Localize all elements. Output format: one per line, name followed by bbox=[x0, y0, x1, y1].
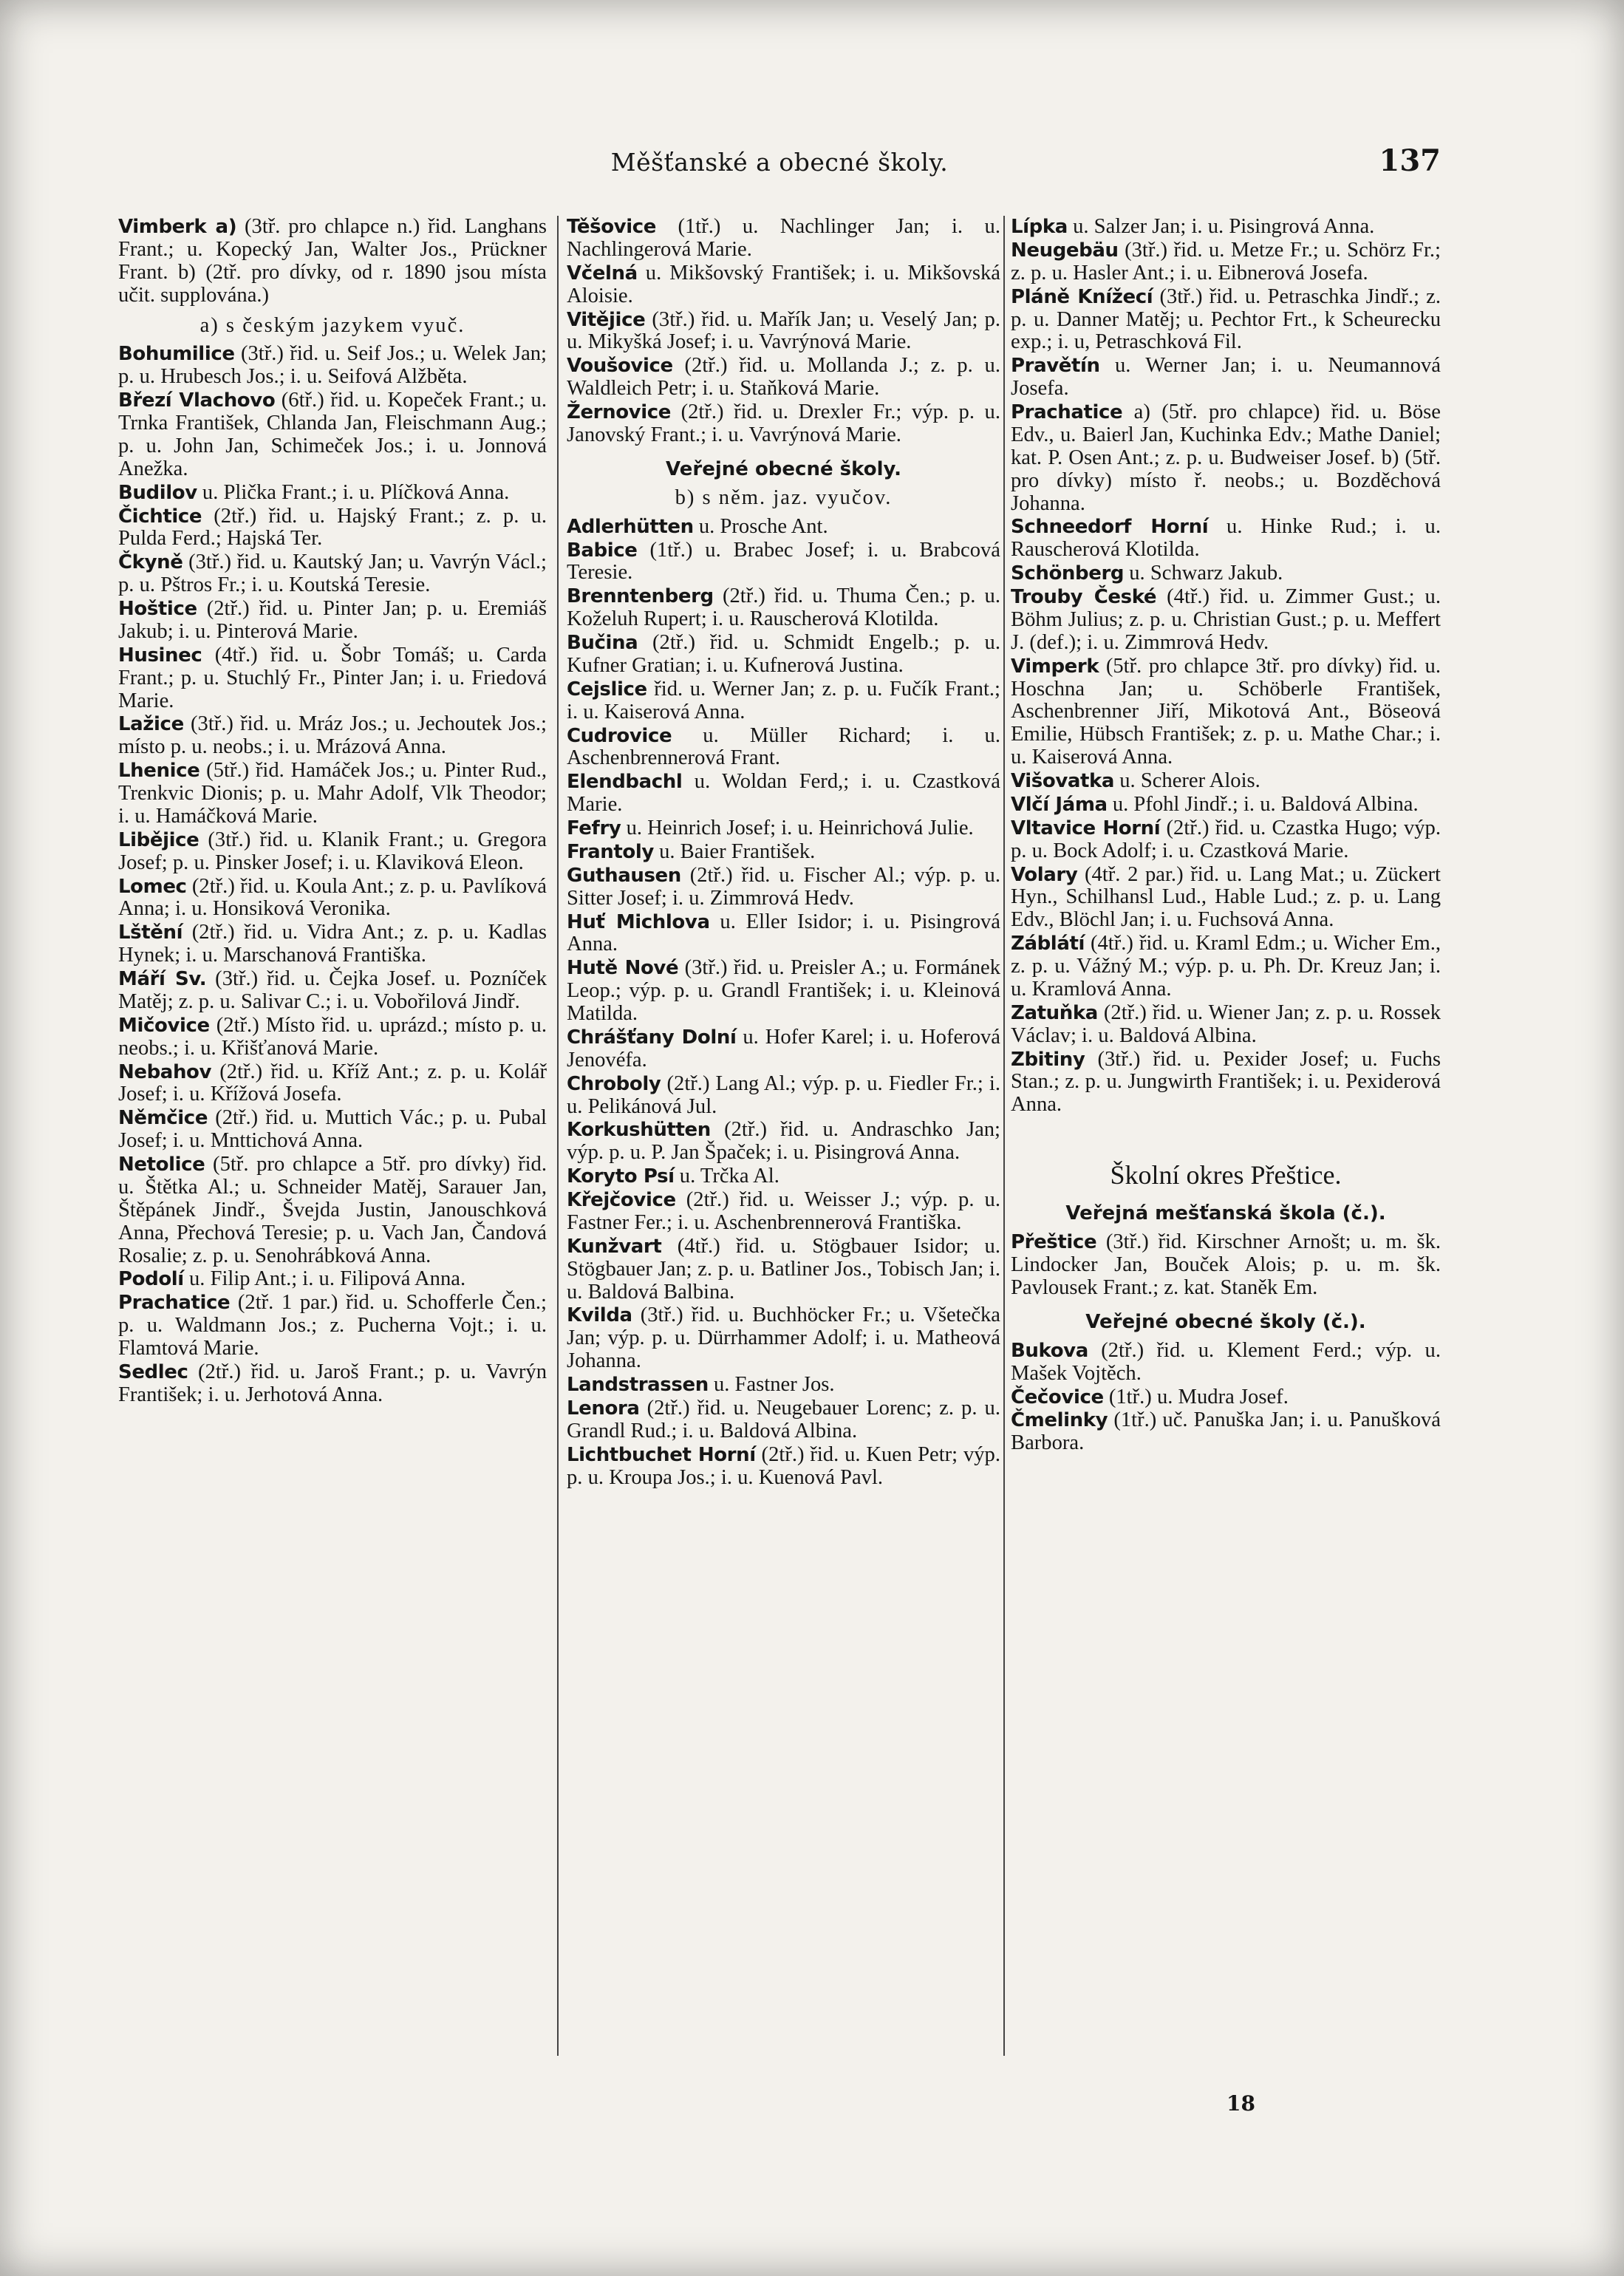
school-place-name: Brenntenberg bbox=[567, 585, 714, 608]
school-place-name: Volary bbox=[1011, 863, 1078, 886]
school-entry bbox=[567, 309, 1000, 355]
school-entry bbox=[567, 817, 1000, 840]
school-place-name: Koryto Psí bbox=[567, 1165, 675, 1188]
school-staff-text: u. Fastner Jos. bbox=[708, 1373, 835, 1397]
school-entry bbox=[118, 1015, 547, 1060]
school-place-name: Křejčovice bbox=[567, 1189, 676, 1212]
school-entry bbox=[567, 516, 1000, 539]
text-column-2 bbox=[567, 216, 1000, 1490]
school-place-name: Korkushütten bbox=[567, 1119, 711, 1142]
school-place-name: Sedlec bbox=[118, 1360, 188, 1383]
school-staff-text: (2tř.) řid. u. Wiener Jan; z. p. u. Rossek Václav; i. u. Baldová Albina. bbox=[1011, 1001, 1441, 1047]
school-entry bbox=[567, 1189, 1000, 1235]
school-entry bbox=[1011, 1231, 1441, 1300]
school-place-name: Voušovice bbox=[567, 355, 673, 378]
school-place-name: Hoštice bbox=[118, 598, 197, 620]
school-place-name: Nebahov bbox=[118, 1060, 212, 1083]
school-staff-text: (3tř.) řid. u. Metze Fr.; u. Schörz Fr.; z. p. u. Hasler Ant.; i. u. Eibnerová Josefa. bbox=[1011, 238, 1441, 284]
school-staff-text: u. Werner Jan; i. u. Neumannová Josefa. bbox=[1011, 354, 1441, 401]
school-entry bbox=[1011, 1409, 1441, 1455]
school-staff-text: (2tř.) Místo řid. u. uprázd.; místo p. u. neobs.; i. u. Křišťanová Marie. bbox=[118, 1013, 547, 1060]
school-staff-text: (3tř.) řid. u. Mařík Jan; u. Veselý Jan; p. u. Mikyšká Josef; i. u. Vavrýnová Marie. bbox=[567, 307, 1000, 354]
school-staff-text: (2tř.) řid. u. Kříž Ant.; z. p. u. Kolář Josef; i. u. Křížová Josefa. bbox=[118, 1060, 547, 1106]
school-staff-text: (2tř.) řid. u. Jaroš Frant.; p. u. Vavrýn František; i. u. Jerhotová Anna. bbox=[118, 1360, 547, 1406]
school-place-name: Neugebäu bbox=[1011, 239, 1119, 262]
school-entry bbox=[567, 957, 1000, 1026]
school-place-name: Lhenice bbox=[118, 760, 200, 783]
page-number: 137 bbox=[1379, 143, 1441, 178]
school-place-name: Čečovice bbox=[1011, 1386, 1104, 1408]
school-staff-text: (1tř.) u. Nachlinger Jan; i. u. Nachlingerová Marie. bbox=[567, 215, 1000, 261]
school-entry bbox=[1011, 286, 1441, 355]
school-entry bbox=[118, 644, 547, 713]
school-place-name: Záblátí bbox=[1011, 933, 1085, 955]
school-place-name: Vimperk bbox=[1011, 655, 1099, 678]
school-staff-text: (2tř.) řid. u. Thuma Čen.; p. u. Koželuh Rupert; i. u. Rauscherová Klotilda. bbox=[567, 585, 1000, 631]
school-place-name: Netolice bbox=[118, 1154, 205, 1176]
school-entry bbox=[118, 968, 547, 1014]
school-place-name: Prachatice bbox=[1011, 401, 1123, 423]
school-place-name: Hutě Nové bbox=[567, 957, 679, 980]
school-staff-text: (2tř.) řid. u. Drexler Fr.; výp. p. u. Janovský Frant.; i. u. Vavrýnová Marie. bbox=[567, 401, 1000, 446]
school-staff-text: u. Schwarz Jakub. bbox=[1124, 562, 1283, 585]
school-entry bbox=[118, 713, 547, 759]
section-heading: Veřejná mešťanská škola (č.). bbox=[1065, 1202, 1386, 1224]
school-entry bbox=[567, 865, 1000, 910]
school-place-name: Máří Sv. bbox=[118, 968, 207, 990]
school-place-name: Žernovice bbox=[567, 401, 671, 423]
school-staff-text: (2tř.) řid. u. Hajský Frant.; z. p. u. Pulda Ferd.; Hajská Ter. bbox=[118, 504, 547, 551]
school-place-name: Chrášťany Dolní bbox=[567, 1026, 737, 1049]
school-place-name: Vimberk a) bbox=[118, 216, 237, 238]
school-entry bbox=[567, 1236, 1000, 1304]
school-entry bbox=[1011, 401, 1441, 515]
school-place-name: Lenora bbox=[567, 1397, 640, 1420]
school-staff-text: u. Hofer Karel; i. u. Hoferová Jenovéfa. bbox=[567, 1025, 1001, 1071]
school-staff-text: (2tř.) řid. u. Schmidt Engelb.; p. u. Kufner Gratian; i. u. Kufnerová Justina. bbox=[567, 631, 1000, 677]
school-entry bbox=[567, 539, 1000, 585]
school-staff-text: u. Plička Frant.; i. u. Plíčková Anna. bbox=[197, 480, 510, 504]
section-subheading: b) s něm. jaz. vyučov. bbox=[675, 485, 893, 509]
school-entry bbox=[567, 216, 1000, 262]
school-place-name: Pravětín bbox=[1011, 355, 1100, 378]
school-staff-text: (2tř.) řid. u. Kuen Petr; výp. p. u. Kroupa Jos.; i. u. Kuenová Pavl. bbox=[567, 1442, 1000, 1489]
school-place-name: Schönberg bbox=[1011, 562, 1125, 585]
school-staff-text: (3tř.) řid. u. Kautský Jan; u. Vavrýn Václ.; p. u. Pštros Fr.; i. u. Koutská Teresie. bbox=[118, 551, 547, 597]
school-staff-text: (4tř.) řid. u. Kraml Edm.; u. Wicher Em., z. p. u. Vážný M.; výp. p. u. Ph. Dr. Kreuz Jan; i. u. Kramlová Anna. bbox=[1011, 932, 1441, 1001]
school-entry bbox=[1011, 1386, 1441, 1409]
school-staff-text: (1tř.) u. Mudra Josef. bbox=[1103, 1385, 1289, 1408]
school-entry bbox=[118, 876, 547, 921]
school-place-name: Pláně Knížecí bbox=[1011, 285, 1153, 308]
school-place-name: Bukova bbox=[1011, 1339, 1088, 1362]
section-heading: Veřejné obecné školy. bbox=[666, 457, 901, 480]
school-staff-text: (2tř.) řid. u. Mollanda J.; z. p. u. Waldleich Petr; i. u. Staňková Marie. bbox=[567, 354, 1000, 401]
column-divider bbox=[557, 216, 559, 2056]
school-place-name: Prachatice bbox=[118, 1292, 231, 1315]
school-entry bbox=[118, 598, 547, 644]
school-entry bbox=[567, 1397, 1000, 1443]
school-entry bbox=[118, 1361, 547, 1407]
school-entry bbox=[118, 343, 547, 389]
school-place-name: Přeštice bbox=[1011, 1231, 1097, 1254]
school-entry bbox=[567, 632, 1000, 678]
school-staff-text: (6tř.) řid. u. Kopeček Frant.; u. Trnka František, Chlanda Jan, Fleischmann Aug.; p. u. John Jan, Schimeček Jos.; i. u. Jonnová Anežka. bbox=[118, 389, 547, 480]
text-column-1 bbox=[118, 216, 547, 1408]
school-entry bbox=[1011, 516, 1441, 562]
school-place-name: Bučina bbox=[567, 632, 638, 655]
school-staff-text: (2tř.) řid. u. Andraschko Jan; výp. p. u. P. Jan Špaček; i. u. Pisingrová Anna. bbox=[567, 1118, 1000, 1165]
school-entry bbox=[1011, 770, 1441, 793]
school-staff-text: (3tř.) řid. Kirschner Arnošt; u. m. šk. Lindocker Jan, Bouček Alois; p. u. m. šk. Pavlousek Frant.; z. kat. Staněk Em. bbox=[1011, 1230, 1441, 1299]
school-place-name: Podolí bbox=[118, 1268, 184, 1291]
school-staff-text: (3tř.) řid. u. Buchhöcker Fr.; u. Všetečka Jan; výp. p. u. Dürrhammer Adolf; i. u. Matheová Johanna. bbox=[567, 1304, 1000, 1373]
school-entry bbox=[567, 1304, 1000, 1373]
school-place-name: Vitějice bbox=[567, 308, 646, 331]
school-staff-text: (1tř.) u. Brabec Josef; i. u. Brabcová Teresie. bbox=[567, 538, 1000, 585]
school-place-name: Fefry bbox=[567, 817, 621, 840]
school-entry bbox=[567, 1026, 1000, 1072]
school-staff-text: u. Scherer Alois. bbox=[1114, 769, 1260, 792]
school-place-name: Zbitiny bbox=[1011, 1048, 1085, 1071]
school-entry bbox=[1011, 1049, 1441, 1117]
school-staff-text: (2tř.) řid. u. Vidra Ant.; z. p. u. Kadlas Hynek; i. u. Marschanová Františka. bbox=[118, 921, 547, 967]
school-staff-text: (3tř.) řid. u. Petraschka Jindř.; z. p. u. Danner Matěj; u. Pechtor Frt., k Scheurecku exp.; i. u, Petraschková Fil. bbox=[1011, 284, 1441, 354]
school-staff-text: u. Woldan Ferd,; i. u. Czastková Marie. bbox=[567, 770, 1000, 817]
school-place-name: Adlerhütten bbox=[567, 515, 694, 538]
school-staff-text: (5tř.) řid. Hamáček Jos.; u. Pinter Rud., Trenkvic Dionis; p. u. Mahr Adolf, Vlk Theodor; i. u. Hamáčková Marie. bbox=[118, 759, 547, 828]
school-staff-text: (3tř.) řid. u. Seif Jos.; u. Welek Jan; p. u. Hrubesch Jos.; i. u. Seifová Alžběta. bbox=[118, 342, 547, 389]
school-entry bbox=[118, 921, 547, 967]
school-staff-text: (3tř. pro chlapce n.) řid. Langhans Frant.; u. Kopecký Jan, Walter Jos., Prückner Frant. b) (2tř. pro dívky, od r. 1890 jsou místa učit. supplována.) bbox=[118, 215, 547, 307]
school-entry bbox=[118, 1107, 547, 1153]
school-staff-text: (3tř.) řid. u. Pexider Josef; u. Fuchs Stan.; z. p. u. Jungwirth František; i. u. Pexiderová Anna. bbox=[1011, 1047, 1441, 1117]
school-entry bbox=[567, 725, 1000, 771]
school-staff-text: (4tř.) řid. u. Stögbauer Isidor; u. Stögbauer Jan; z. p. u. Batliner Jos., Tobisch Jan; i. u. Baldová Balbina. bbox=[567, 1234, 1000, 1304]
page-header bbox=[118, 143, 1441, 192]
school-place-name: Čichtice bbox=[118, 505, 202, 528]
school-staff-text: (2tř.) řid. u. Weisser J.; výp. p. u. Fastner Fer.; i. u. Aschenbrennerová Františka. bbox=[567, 1188, 1000, 1234]
school-entry bbox=[118, 1061, 547, 1107]
school-staff-text: (3tř.) řid. u. Preisler A.; u. Formánek Leop.; výp. p. u. Grandl František; i. u. Kleinová Matilda. bbox=[567, 956, 1000, 1026]
school-staff-text: řid. u. Werner Jan; z. p. u. Fučík Frant.; i. u. Kaiserová Anna. bbox=[567, 677, 1000, 723]
school-staff-text: (5tř. pro chlapce 3tř. pro dívky) řid. u. Hoschna Jan; u. Schöberle František, Aschenbrenner Jiří, Mikotová Ant., Böseová Emilie, Hübsch František; z. p. u. Mathe Char.; i. u. Kaiserová Anna. bbox=[1011, 654, 1441, 769]
school-place-name: Zatuňka bbox=[1011, 1001, 1098, 1024]
school-entry bbox=[118, 551, 547, 597]
school-entry bbox=[567, 1444, 1000, 1490]
school-staff-text: (4tř. 2 par.) řid. u. Lang Mat.; u. Zückert Hyn., Schilhansl Lud., Hable Lud.; z. p. u. Lang Edv., Blöchl Jan; i. u. Fuchsová Anna. bbox=[1011, 862, 1441, 932]
school-entry bbox=[118, 389, 547, 481]
school-place-name: Guthausen bbox=[567, 864, 681, 887]
school-place-name: Schneedorf Horní bbox=[1011, 516, 1209, 539]
school-entry bbox=[1011, 216, 1441, 239]
school-place-name: Březí Vlachovo bbox=[118, 389, 276, 412]
school-place-name: Husinec bbox=[118, 644, 202, 667]
school-staff-text: (2tř.) řid. u. Muttich Vác.; p. u. Pubal Josef; i. u. Mnttichová Anna. bbox=[118, 1106, 547, 1153]
school-staff-text: (2tř.) řid. u. Klement Ferd.; výp. u. Mašek Vojtěch. bbox=[1011, 1338, 1441, 1385]
school-entry bbox=[567, 401, 1000, 447]
school-entry bbox=[118, 216, 547, 307]
school-staff-text: (2tř.) řid. u. Pinter Jan; p. u. Eremiáš Jakub; i. u. Pinterová Marie. bbox=[118, 597, 547, 643]
school-entry bbox=[567, 1119, 1000, 1165]
school-staff-text: (4tř.) řid. u. Šobr Tomáš; u. Carda Frant.; p. u. Stuchlý Fr., Pinter Jan; i. u. Friedová Marie. bbox=[118, 643, 547, 712]
school-entry bbox=[1011, 1340, 1441, 1386]
school-staff-text: (2tř.) Lang Al.; výp. p. u. Fiedler Fr.; i. u. Pelikánová Jul. bbox=[567, 1071, 1000, 1118]
section-subheading: a) s českým jazykem vyuč. bbox=[199, 313, 465, 337]
school-place-name: Cudrovice bbox=[567, 724, 672, 747]
school-place-name: Babice bbox=[567, 539, 638, 562]
text-column-3 bbox=[1011, 216, 1441, 1456]
school-entry bbox=[118, 829, 547, 875]
school-staff-text: (2tř.) řid. u. Neugebauer Lorenc; z. p. u. Grandl Rud.; i. u. Baldová Albina. bbox=[567, 1396, 1000, 1442]
school-place-name: Těšovice bbox=[567, 216, 656, 238]
school-entry bbox=[567, 355, 1000, 401]
section-heading: Veřejné obecné školy (č.). bbox=[1085, 1310, 1366, 1333]
school-staff-text: u. Heinrich Josef; i. u. Heinrichová Julie. bbox=[621, 817, 974, 840]
school-staff-text: (2tř.) řid. u. Czastka Hugo; výp. p. u. Bock Adolf; i. u. Czastková Marie. bbox=[1011, 816, 1441, 862]
school-staff-text: u. Hinke Rud.; i. u. Rauscherová Klotilda. bbox=[1011, 515, 1441, 562]
school-place-name: Včelná bbox=[567, 262, 638, 284]
school-entry bbox=[1011, 239, 1441, 285]
school-staff-text: u. Mikšovský František; i. u. Mikšovská Aloisie. bbox=[567, 261, 1000, 307]
school-entry bbox=[118, 505, 547, 551]
school-place-name: Elendbachl bbox=[567, 771, 683, 794]
school-staff-text: (5tř. pro chlapce a 5tř. pro dívky) řid. u. Štětka Al.; u. Schneider Matěj, Sarauer Jan, Štěpánek Jindř., Švejda Justin, Janouschková Anna, Přechová Teresie; p. u. Vach Jan, Čandová Rosalie; z. p. u. Senohrábková Anna. bbox=[118, 1153, 547, 1267]
school-entry bbox=[1011, 817, 1441, 863]
school-place-name: Němčice bbox=[118, 1107, 208, 1130]
school-staff-text: u. Prosche Ant. bbox=[693, 514, 828, 538]
school-staff-text: u. Müller Richard; i. u. Aschenbrennerová Frant. bbox=[567, 723, 1000, 770]
school-place-name: Lštění bbox=[118, 921, 183, 944]
school-staff-text: a) (5tř. pro chlapce) řid. u. Böse Edv., u. Baierl Jan, Kuchinka Edv.; Mathe Daniel; kat. P. Osen Ant.; z. p. u. Budweiser Josef. b) (5tř. pro dívky) místo ř. neobs.; u. Bozděchová Johanna. bbox=[1011, 401, 1441, 515]
school-entry bbox=[1011, 1002, 1441, 1048]
district-title: Školní okres Přeštice. bbox=[1110, 1160, 1342, 1190]
school-staff-text: u. Trčka Al. bbox=[674, 1165, 779, 1188]
school-place-name: Budilov bbox=[118, 481, 197, 504]
school-place-name: Višovatka bbox=[1011, 770, 1115, 792]
school-entry bbox=[567, 771, 1000, 817]
school-place-name: Lažice bbox=[118, 713, 184, 736]
school-place-name: Mičovice bbox=[118, 1014, 210, 1037]
school-staff-text: (2tř. 1 par.) řid. u. Schofferle Čen.; p. u. Waldmann Jos.; z. Pucherna Vojt.; i. u. Flamtová Marie. bbox=[118, 1291, 547, 1360]
school-staff-text: (1tř.) uč. Panuška Jan; i. u. Panušková Barbora. bbox=[1011, 1408, 1441, 1455]
school-entry bbox=[567, 678, 1000, 724]
school-entry bbox=[1011, 355, 1441, 401]
school-place-name: Kunžvart bbox=[567, 1235, 662, 1258]
school-place-name: Čmelinky bbox=[1011, 1409, 1108, 1432]
school-entry bbox=[1011, 794, 1441, 817]
school-entry bbox=[1011, 562, 1441, 585]
school-entry bbox=[1011, 864, 1441, 933]
page-title: Měšťanské a obecné školy. bbox=[610, 148, 949, 177]
school-entry bbox=[118, 482, 547, 505]
school-place-name: Vlčí Jáma bbox=[1011, 793, 1108, 816]
school-entry bbox=[567, 1073, 1000, 1119]
school-staff-text: u. Baier František. bbox=[653, 839, 816, 863]
school-staff-text: u. Filip Ant.; i. u. Filipová Anna. bbox=[183, 1267, 466, 1291]
school-staff-text: (3tř.) řid. u. Mráz Jos.; u. Jechoutek Jos.; místo p. u. neobs.; i. u. Mrázová Anna. bbox=[118, 712, 547, 759]
school-entry bbox=[118, 1154, 547, 1267]
school-entry bbox=[118, 1292, 547, 1360]
school-entry bbox=[1011, 655, 1441, 769]
school-entry bbox=[1011, 933, 1441, 1001]
column-divider bbox=[1003, 216, 1005, 2056]
school-staff-text: (3tř.) řid. u. Čejka Josef. u. Pozníček Matěj; z. p. u. Salivar C.; i. u. Vobořilová Jindř. bbox=[118, 967, 547, 1013]
school-entry bbox=[118, 1268, 547, 1291]
school-place-name: Čkyně bbox=[118, 551, 183, 574]
school-staff-text: (3tř.) řid. u. Klanik Frant.; u. Gregora Josef; p. u. Pinsker Josef; i. u. Klaviková Eleon. bbox=[118, 828, 547, 874]
school-place-name: Trouby České bbox=[1011, 586, 1157, 608]
school-entry bbox=[567, 585, 1000, 631]
school-place-name: Libějice bbox=[118, 828, 199, 851]
school-staff-text: u. Pfohl Jindř.; i. u. Baldová Albina. bbox=[1107, 792, 1419, 816]
school-place-name: Lípka bbox=[1011, 216, 1068, 238]
school-staff-text: (2tř.) řid. u. Koula Ant.; z. p. u. Pavlíková Anna; i. u. Honsiková Veronika. bbox=[118, 874, 547, 921]
school-place-name: Cejslice bbox=[567, 678, 647, 701]
school-entry bbox=[1011, 586, 1441, 655]
school-entry bbox=[567, 841, 1000, 864]
school-staff-text: (4tř.) řid. u. Zimmer Gust.; u. Böhm Julius; z. p. u. Christian Gust.; p. u. Meffert J. (def.); i. u. Zimmrová Hedv. bbox=[1011, 585, 1441, 654]
school-entry bbox=[567, 911, 1000, 957]
school-place-name: Lichtbuchet Horní bbox=[567, 1443, 756, 1466]
school-entry bbox=[567, 262, 1000, 308]
school-place-name: Bohumilice bbox=[118, 343, 235, 366]
school-entry bbox=[567, 1165, 1000, 1188]
school-place-name: Chroboly bbox=[567, 1072, 661, 1095]
school-place-name: Vltavice Horní bbox=[1011, 817, 1161, 839]
school-staff-text: u. Eller Isidor; i. u. Pisingrová Anna. bbox=[567, 910, 1000, 956]
school-staff-text: (2tř.) řid. u. Fischer Al.; výp. p. u. Sitter Josef; i. u. Zimmrová Hedv. bbox=[567, 863, 1000, 910]
school-place-name: Lomec bbox=[118, 875, 187, 898]
school-place-name: Kvilda bbox=[567, 1304, 632, 1327]
school-entry bbox=[118, 760, 547, 828]
school-place-name: Huť Michlova bbox=[567, 910, 710, 933]
printer-signature: 18 bbox=[1226, 2091, 1255, 2116]
school-entry bbox=[567, 1374, 1000, 1397]
school-place-name: Landstrassen bbox=[567, 1374, 709, 1397]
school-place-name: Frantoly bbox=[567, 840, 654, 863]
school-staff-text: u. Salzer Jan; i. u. Pisingrová Anna. bbox=[1067, 215, 1375, 238]
